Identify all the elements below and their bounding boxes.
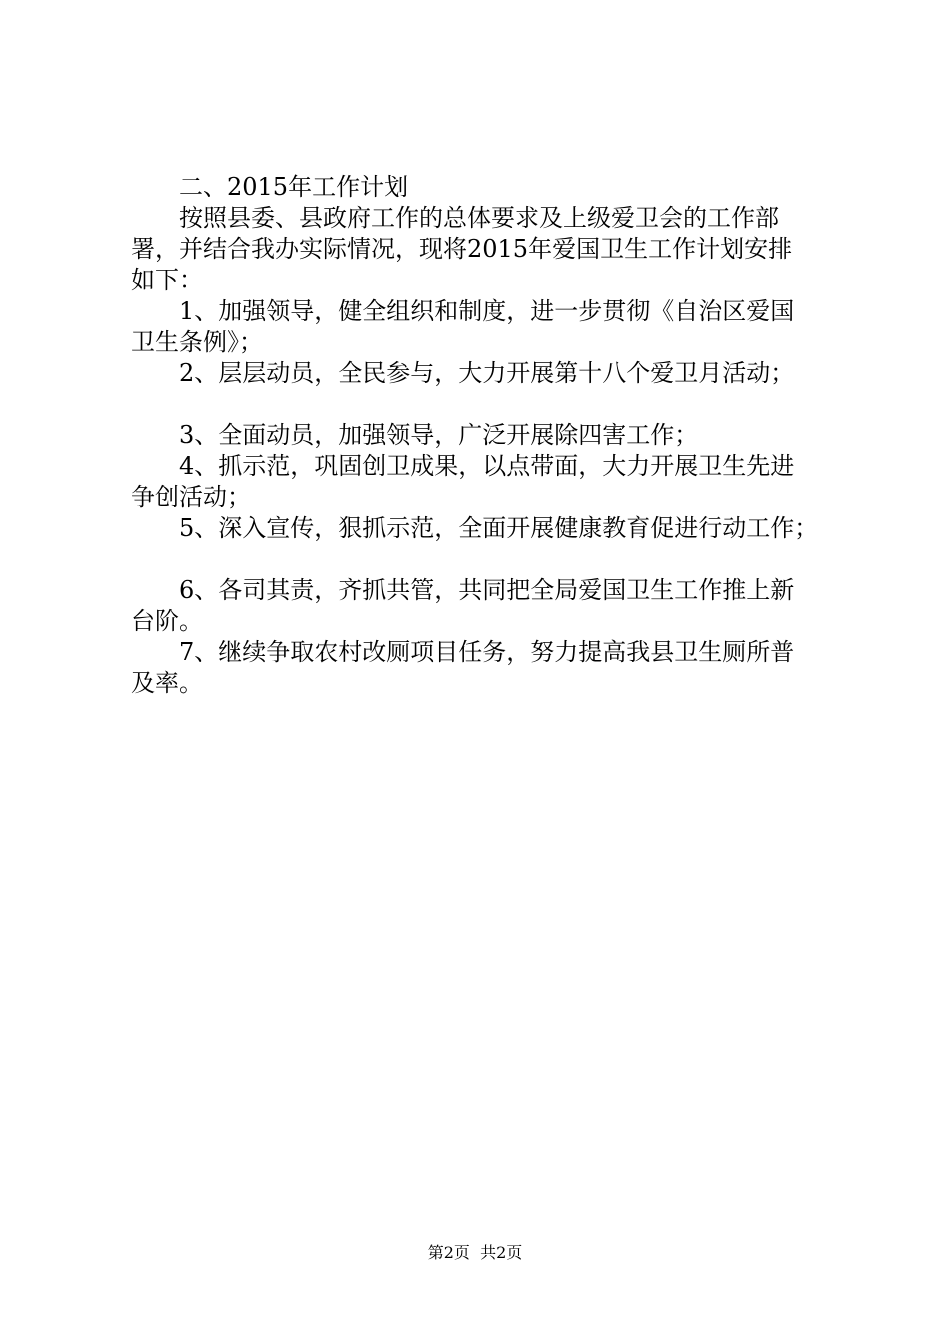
list-item xyxy=(131,513,851,544)
section-heading: 二、2015年工作计划 xyxy=(179,173,409,201)
paragraph-line: 争创活动； xyxy=(131,483,251,511)
paragraph-line: 5、深入宣传，狠抓示范，全面开展健康教育促进行动工作； xyxy=(179,514,819,542)
paragraph-line: 6、各司其责，齐抓共管，共同把全局爱国卫生工作推上新 xyxy=(179,576,795,604)
page-number: 第2页 共2页 xyxy=(427,1243,523,1262)
paragraph-line: 按照县委、县政府工作的总体要求及上级爱卫会的工作部 xyxy=(179,204,779,232)
paragraph-line: 如下： xyxy=(131,266,203,294)
intro-paragraph xyxy=(131,203,851,296)
paragraph-line: 1、加强领导，健全组织和制度，进一步贯彻《自治区爱国 xyxy=(179,297,795,325)
paragraph-line: 3、全面动员，加强领导，广泛开展除四害工作； xyxy=(179,421,699,449)
list-item xyxy=(131,296,851,358)
blank-line xyxy=(131,389,851,420)
document-body xyxy=(131,172,851,699)
paragraph-line: 4、抓示范，巩固创卫成果，以点带面，大力开展卫生先进 xyxy=(179,452,795,480)
list-item xyxy=(131,575,851,637)
paragraph-line: 卫生条例》； xyxy=(131,328,263,356)
list-item xyxy=(131,420,851,451)
paragraph-line: 2、层层动员，全民参与，大力开展第十八个爱卫月活动； xyxy=(179,359,795,387)
paragraph-line: 7、继续争取农村改厕项目任务，努力提高我县卫生厕所普 xyxy=(179,638,795,666)
paragraph-line: 署，并结合我办实际情况，现将2015年爱国卫生工作计划安排 xyxy=(131,235,793,263)
paragraph-line: 及率。 xyxy=(131,669,203,697)
list-item xyxy=(131,358,851,389)
blank-line xyxy=(131,544,851,575)
list-item xyxy=(131,451,851,513)
list-item xyxy=(131,637,851,699)
paragraph-line: 台阶。 xyxy=(131,607,203,635)
